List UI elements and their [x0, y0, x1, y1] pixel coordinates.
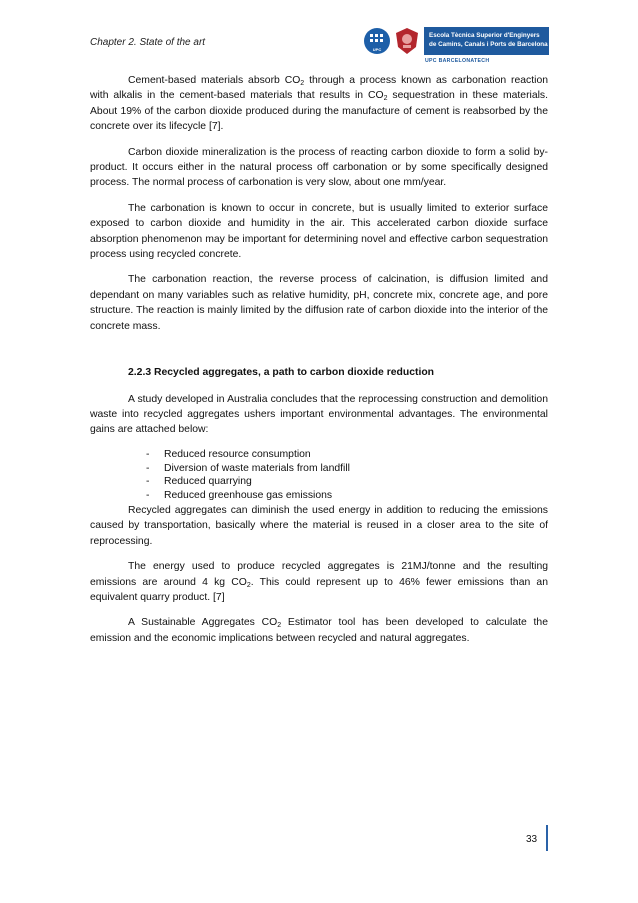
body-text — [90, 73, 548, 656]
page-number-bar — [546, 825, 548, 851]
page-number: 33 — [526, 834, 538, 845]
upc-badge-text: UPC — [372, 47, 382, 52]
paragraph-4: The carbonation reaction, the reverse process of calcination, is diffusion limited and dependant on many variables such as relative humidity, pH, concrete mix, concrete age, and pore structure. The reaction is mainly limited by the diffusion rate of carbon dioxide into the interior of the concrete mass. — [90, 274, 548, 332]
chapter-title: Chapter 2. State of the art — [90, 37, 206, 48]
paragraph-5: A study developed in Australia concludes that the reprocessing construction and demolition waste into recycled aggregates ushers important environmental advantages. The environmental gains are attached below: — [90, 393, 548, 436]
environmental-gains-list — [90, 448, 548, 503]
school-name-line-1: Escola Tècnica Superior d'Enginyers — [429, 32, 540, 39]
university-logo — [364, 25, 549, 65]
list-item: - Reduced quarrying — [146, 476, 252, 488]
section-heading: 2.2.3 Recycled aggregates, a path to carbon dioxide reduction — [128, 367, 435, 379]
school-name-line-2: de Camins, Canals i Ports de Barcelona — [429, 41, 548, 48]
list-item: - Diversion of waste materials from landfill — [146, 462, 350, 474]
upc-badge-icon — [364, 28, 390, 54]
paragraph-2: Carbon dioxide mineralization is the process of reacting carbon dioxide to form a solid by-product. It occurs either in the natural process off carbonation or by some specifically designed process. The normal process of carbonation is very slow, about one mm/year. — [90, 146, 548, 189]
list-item: - Reduced greenhouse gas emissions — [146, 490, 333, 502]
paragraph-1: Cement-based materials absorb $CO_2$ through a process known as carbonation reaction with alkalis in the cement-based materials that results in $CO_2$ sequestration in these materials. About 19% of the carbon dioxide produced during the manufacture of cement is reabsorbed by the concrete over its lifecycle [7]. — [90, 75, 549, 133]
logo-subtitle: UPC BARCELONATECH — [425, 58, 490, 64]
paragraph-3: The carbonation is known to occur in concrete, but is usually limited to exterior surface exposed to carbon dioxide and humidity in the air. This accelerated carbon dioxide surface absorption phenomenon may be important for determining novel and effective carbon sequestration process using recycled concrete. — [90, 202, 548, 261]
school-name-box — [424, 27, 549, 55]
paragraph-6: Recycled aggregates can diminish the used energy in addition to reducing the emissions caused by transportation, basically where the material is reused in a closer area to the site of reprocessing. — [90, 504, 548, 547]
school-seal-icon — [394, 27, 420, 55]
paragraph-7: The energy used to produce recycled aggregates is 21MJ/tonne and the resulting emissions are around 4 kg $CO_2$. This could represent up to 46% fewer emissions than an equivalent quarry product. [7] — [90, 561, 548, 603]
list-item: - Reduced resource consumption — [146, 448, 311, 460]
paragraph-8: A Sustainable Aggregates $CO_2$ Estimator tool has been developed to calculate the emission and the economic implications between recycled and natural aggregates. — [90, 617, 548, 644]
